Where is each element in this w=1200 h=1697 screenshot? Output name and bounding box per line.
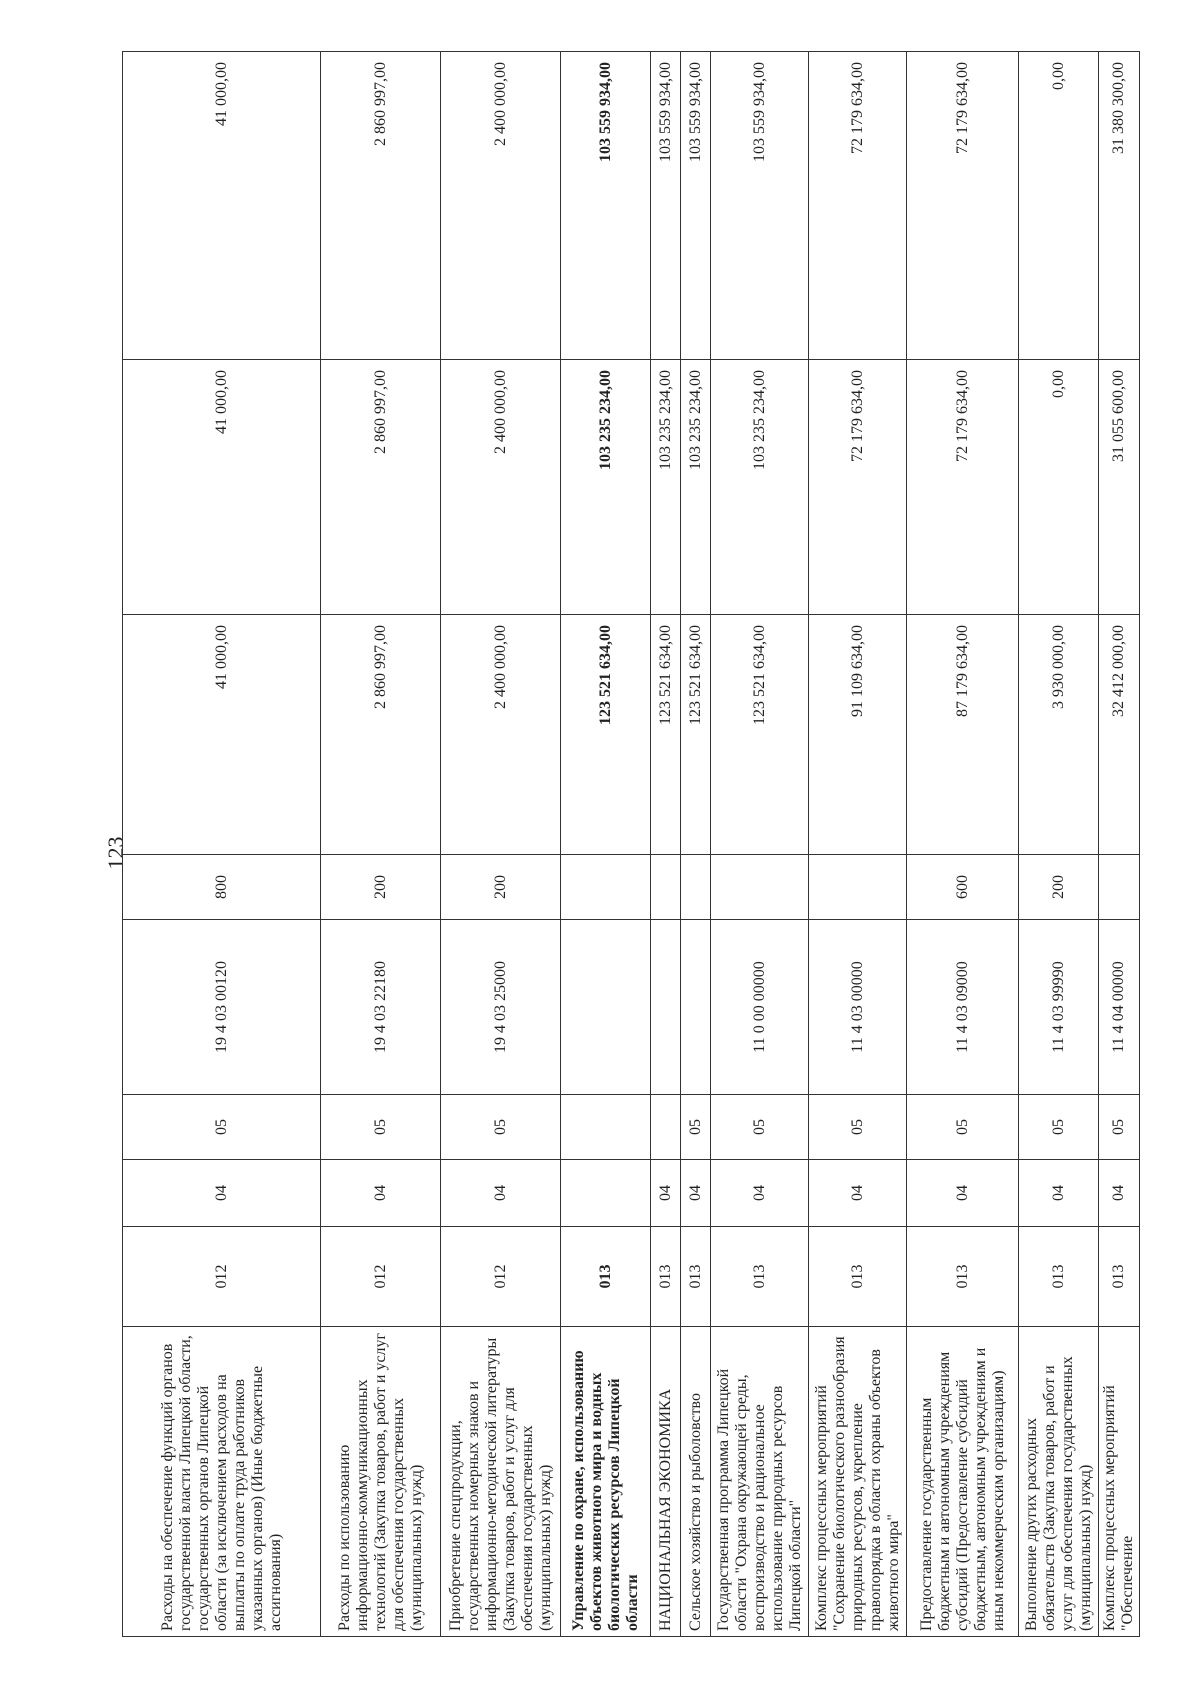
cell-cs	[681, 920, 711, 1095]
cell-s3: 72 179 634,00	[907, 52, 1019, 360]
cell-cs: 11 4 03 99990	[1019, 920, 1099, 1095]
table-row	[681, 52, 711, 1637]
cell-s3: 103 559 934,00	[561, 52, 651, 360]
cell-s3: 103 559 934,00	[711, 52, 809, 360]
cell-s2: 2 400 000,00	[441, 360, 561, 615]
cell-ved: 012	[321, 1227, 441, 1327]
cell-s2: 0,00	[1019, 360, 1099, 615]
cell-razd: 04	[441, 1160, 561, 1227]
cell-s2: 72 179 634,00	[907, 360, 1019, 615]
cell-desc: НАЦИОНАЛЬНАЯ ЭКОНОМИКА	[651, 1327, 681, 1637]
cell-podr: 05	[123, 1095, 321, 1160]
cell-cs: 11 4 04 00000	[1099, 920, 1140, 1095]
cell-s2: 103 235 234,00	[561, 360, 651, 615]
table-row	[321, 52, 441, 1637]
cell-s1: 3 930 000,00	[1019, 615, 1099, 855]
cell-vr: 600	[907, 855, 1019, 920]
cell-razd: 04	[123, 1160, 321, 1227]
cell-cs: 11 0 00 00000	[711, 920, 809, 1095]
cell-desc: Государственная программа Липецкой области "Охрана окружающей среды, воспроизводство и рациональное использование природных ресурсов Липецкой области"	[711, 1327, 809, 1637]
cell-ved: 013	[561, 1227, 651, 1327]
cell-vr	[1099, 855, 1140, 920]
table-row	[711, 52, 809, 1637]
cell-vr	[561, 855, 651, 920]
cell-razd: 04	[651, 1160, 681, 1227]
table-row	[809, 52, 907, 1637]
cell-podr	[651, 1095, 681, 1160]
cell-desc: Приобретение спецпродукции, государственных номерных знаков и информационно-методической литературы (Закупка товаров, работ и услуг для обеспечения государственных (муниципальных) нужд)	[441, 1327, 561, 1637]
cell-s1: 32 412 000,00	[1099, 615, 1140, 855]
cell-cs: 11 4 03 09000	[907, 920, 1019, 1095]
cell-ved: 013	[711, 1227, 809, 1327]
cell-podr: 05	[1099, 1095, 1140, 1160]
cell-vr: 200	[1019, 855, 1099, 920]
cell-cs: 11 4 03 00000	[809, 920, 907, 1095]
cell-desc: Расходы на обеспечение функций органов государственной власти Липецкой области, государственных органов Липецкой области (за исключением расходов на выплаты по оплате труда работников указанных органов) (Иные бюджетные ассигнования)	[123, 1327, 321, 1637]
cell-s2: 103 235 234,00	[681, 360, 711, 615]
cell-ved: 013	[809, 1227, 907, 1327]
cell-desc: Предоставление государственным бюджетным и автономным учреждениям субсидий (Предоставление субсидий бюджетным, автономным учреждениям и иным некоммерческим организациям)	[907, 1327, 1019, 1637]
table-row	[561, 52, 651, 1637]
cell-desc: Комплекс процессных мероприятий "Сохранение биологического разнообразия природных ресурсов, укрепление правопорядка в области охраны объектов животного мира"	[809, 1327, 907, 1637]
cell-razd: 04	[711, 1160, 809, 1227]
cell-ved: 012	[123, 1227, 321, 1327]
cell-ved: 013	[651, 1227, 681, 1327]
cell-s1: 2 400 000,00	[441, 615, 561, 855]
cell-s3: 72 179 634,00	[809, 52, 907, 360]
cell-s2: 41 000,00	[123, 360, 321, 615]
rotated-page	[122, 52, 1136, 1637]
table-row	[123, 52, 321, 1637]
cell-razd: 04	[809, 1160, 907, 1227]
cell-ved: 013	[1019, 1227, 1099, 1327]
cell-podr: 05	[321, 1095, 441, 1160]
cell-podr: 05	[907, 1095, 1019, 1160]
cell-desc: Сельское хозяйство и рыболовство	[681, 1327, 711, 1637]
table-row	[1019, 52, 1099, 1637]
cell-desc: Выполнение других расходных обязательств (Закупка товаров, работ и услуг для обеспечения государственных (муниципальных) нужд)	[1019, 1327, 1099, 1637]
table-row	[1099, 52, 1140, 1637]
cell-cs	[651, 920, 681, 1095]
cell-vr: 800	[123, 855, 321, 920]
cell-s3: 0,00	[1019, 52, 1099, 360]
cell-vr: 200	[321, 855, 441, 920]
cell-s2: 2 860 997,00	[321, 360, 441, 615]
cell-ved: 013	[1099, 1227, 1140, 1327]
cell-podr: 05	[441, 1095, 561, 1160]
table-row	[907, 52, 1019, 1637]
cell-ved: 013	[907, 1227, 1019, 1327]
cell-s1: 41 000,00	[123, 615, 321, 855]
cell-podr	[561, 1095, 651, 1160]
budget-table	[122, 51, 1140, 1637]
cell-desc: Комплекс процессных мероприятий "Обеспечение	[1099, 1327, 1140, 1637]
cell-s1: 91 109 634,00	[809, 615, 907, 855]
cell-s3: 41 000,00	[123, 52, 321, 360]
cell-cs: 19 4 03 00120	[123, 920, 321, 1095]
cell-razd: 04	[1019, 1160, 1099, 1227]
cell-cs: 19 4 03 25000	[441, 920, 561, 1095]
cell-vr	[651, 855, 681, 920]
cell-vr: 200	[441, 855, 561, 920]
cell-podr: 05	[809, 1095, 907, 1160]
cell-vr	[681, 855, 711, 920]
cell-s1: 87 179 634,00	[907, 615, 1019, 855]
cell-s3: 2 860 997,00	[321, 52, 441, 360]
cell-s2: 103 235 234,00	[711, 360, 809, 615]
cell-razd: 04	[1099, 1160, 1140, 1227]
cell-vr	[809, 855, 907, 920]
table-body	[123, 52, 1140, 1637]
cell-ved: 012	[441, 1227, 561, 1327]
table-row	[441, 52, 561, 1637]
cell-podr: 05	[681, 1095, 711, 1160]
cell-razd: 04	[321, 1160, 441, 1227]
cell-s1: 123 521 634,00	[561, 615, 651, 855]
cell-razd: 04	[681, 1160, 711, 1227]
cell-s1: 123 521 634,00	[681, 615, 711, 855]
table-row	[651, 52, 681, 1637]
cell-s3: 103 559 934,00	[651, 52, 681, 360]
cell-s3: 2 400 000,00	[441, 52, 561, 360]
cell-s1: 123 521 634,00	[711, 615, 809, 855]
cell-razd: 04	[907, 1160, 1019, 1227]
cell-ved: 013	[681, 1227, 711, 1327]
cell-s2: 31 055 600,00	[1099, 360, 1140, 615]
cell-podr: 05	[1019, 1095, 1099, 1160]
cell-razd	[561, 1160, 651, 1227]
cell-s3: 31 380 300,00	[1099, 52, 1140, 360]
cell-s3: 103 559 934,00	[681, 52, 711, 360]
cell-s1: 2 860 997,00	[321, 615, 441, 855]
cell-vr	[711, 855, 809, 920]
cell-cs: 19 4 03 22180	[321, 920, 441, 1095]
cell-desc: Расходы по использованию информационно-коммуникационных технологий (Закупка товаров, работ и услуг для обеспечения государственных (муниципальных) нужд)	[321, 1327, 441, 1637]
cell-desc: Управление по охране, использованию объектов животного мира и водных биологических ресурсов Липецкой области	[561, 1327, 651, 1637]
cell-s1: 123 521 634,00	[651, 615, 681, 855]
cell-cs	[561, 920, 651, 1095]
page-number: 123	[103, 836, 128, 870]
cell-podr: 05	[711, 1095, 809, 1160]
cell-s2: 103 235 234,00	[651, 360, 681, 615]
cell-s2: 72 179 634,00	[809, 360, 907, 615]
